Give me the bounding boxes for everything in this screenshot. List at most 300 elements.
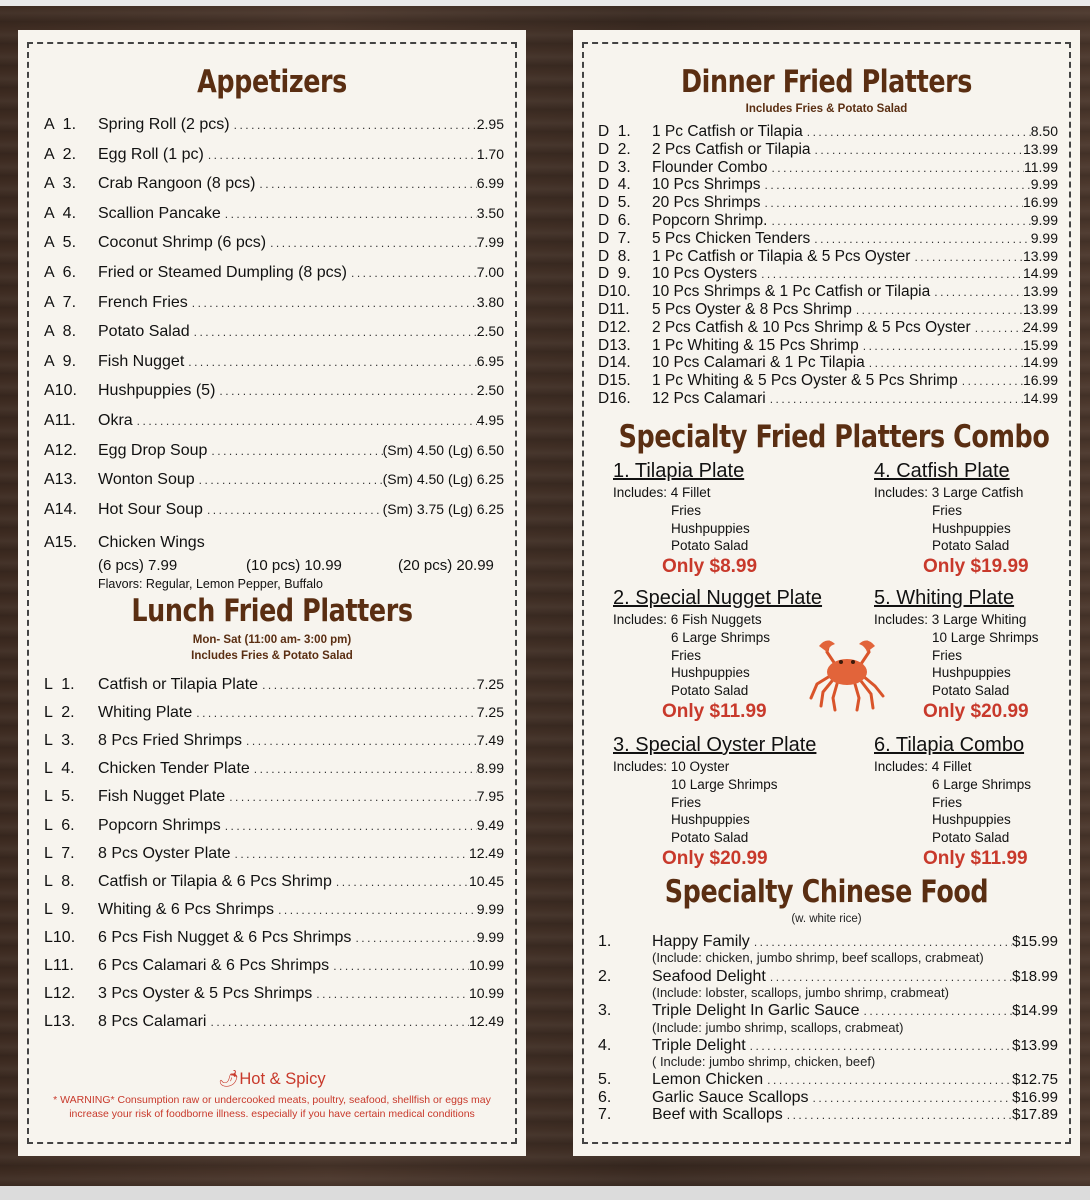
- leader-dots: [910, 250, 1023, 264]
- warning-line-1: * WARNING* Consumption raw or undercooked meats, poultry, seafood, shellfish or eggs may: [53, 1094, 491, 1106]
- leader-dots: [192, 706, 476, 720]
- leader-dots: [865, 356, 1023, 370]
- chinese-heading: Specialty Chinese Food: [664, 874, 989, 910]
- item-price: 7.99: [476, 234, 504, 251]
- leader-dots: [133, 414, 477, 428]
- leader-dots: [767, 161, 1024, 175]
- plate-title: 4. Catfish Plate: [874, 460, 1010, 482]
- leader-dots: [803, 125, 1031, 139]
- item-code: A 4.: [44, 204, 77, 222]
- item-name: Happy Family: [652, 933, 750, 950]
- item-code: A 9.: [44, 352, 77, 370]
- crab-icon: [805, 634, 891, 714]
- item-price: 8.50: [1030, 123, 1058, 139]
- item-name: Okra: [98, 412, 133, 429]
- item-code: L 7.: [44, 844, 75, 862]
- item-description: (Include: lobster, scallops, jumbo shrimp, crabmeat): [652, 984, 949, 1000]
- leader-dots: [190, 325, 477, 339]
- chinese-item: [598, 1002, 1058, 1020]
- appetizer-item: [44, 234, 504, 252]
- lunch-item: [44, 957, 504, 975]
- plate-include-line: Potato Salad: [671, 538, 749, 554]
- item-price: 7.25: [476, 704, 504, 721]
- leader-dots: [351, 931, 476, 945]
- item-name: 10 Pcs Shrimps: [652, 176, 761, 194]
- item-name: 5 Pcs Chicken Tenders: [652, 229, 811, 247]
- item-code: D 4.: [598, 176, 631, 194]
- top-band: [0, 0, 1090, 6]
- warning-line-2: increase your risk of foodborne illness. especially if you have certain medical conditions: [69, 1108, 475, 1120]
- item-code: D 8.: [598, 247, 631, 265]
- item-price: 11.99: [1024, 158, 1058, 175]
- item-code: A 5.: [44, 234, 77, 252]
- item-price: 10.99: [468, 957, 504, 973]
- item-price: $14.99: [1012, 1002, 1058, 1020]
- leader-dots: [766, 392, 1023, 406]
- appetizer-item: [44, 442, 504, 460]
- leader-dots: [859, 339, 1023, 353]
- dinner-item: [598, 123, 1058, 141]
- item-code: A 6.: [44, 264, 77, 281]
- dinner-item: [598, 194, 1058, 212]
- item-code: A 2.: [44, 145, 77, 163]
- leader-dots: [221, 207, 477, 221]
- item-price: 7.25: [476, 676, 504, 692]
- item-name: Scallion Pancake: [98, 204, 221, 222]
- item-price: (Sm) 3.75 (Lg) 6.25: [382, 500, 504, 517]
- item-name: 10 Pcs Oysters: [652, 265, 758, 283]
- item-name: Whiting & 6 Pcs Shrimps: [98, 900, 275, 918]
- lunch-item: [44, 817, 504, 835]
- item-code: L 4.: [44, 760, 75, 778]
- item-name: Coconut Shrimp (6 pcs): [98, 234, 267, 252]
- item-price: 9.99: [1030, 229, 1058, 246]
- item-name: Lemon Chicken: [652, 1071, 764, 1089]
- chinese-item: [598, 1037, 1058, 1055]
- item-code: D 3.: [598, 158, 631, 176]
- plate-title: 5. Whiting Plate: [874, 587, 1015, 609]
- item-name: 20 Pcs Shrimps: [652, 194, 761, 212]
- leader-dots: [204, 148, 477, 162]
- plate-include-line: Hushpuppies: [671, 520, 750, 536]
- item-price: 7.95: [476, 788, 504, 805]
- chicken-wings-item: [44, 534, 504, 552]
- appetizer-item: [44, 205, 504, 223]
- item-name: Triple Delight: [652, 1036, 746, 1054]
- lunch-item: [44, 845, 504, 863]
- item-price: 10.45: [468, 872, 504, 889]
- plate-include-line: Hushpuppies: [932, 520, 1011, 536]
- item-price: 9.49: [476, 816, 504, 833]
- item-name: Fried or Steamed Dumpling (8 pcs): [98, 264, 347, 281]
- appetizer-item: [44, 323, 504, 341]
- item-price: 24.99: [1022, 318, 1058, 335]
- item-name: Hot Sour Soup: [98, 500, 203, 518]
- appetizer-item: [44, 382, 504, 400]
- leader-dots: [783, 1108, 1012, 1122]
- chinese-sub: (w. white rice): [791, 913, 862, 925]
- item-name: Hushpuppies (5): [98, 382, 216, 400]
- item-name: Popcorn Shrimps: [98, 816, 221, 834]
- plate-include-line: Potato Salad: [932, 538, 1010, 554]
- plate-price: Only $20.99: [662, 848, 768, 869]
- dinner-item: [598, 301, 1058, 319]
- lunch-item: [44, 732, 504, 750]
- plate-include-line: Fries: [671, 647, 701, 663]
- item-price: 16.99: [1022, 194, 1058, 211]
- item-price: 2.95: [476, 116, 504, 132]
- item-code: A 7.: [44, 293, 77, 311]
- dinner-item: [598, 372, 1058, 390]
- lunch-item: [44, 704, 504, 722]
- chicken-wings-prices: [98, 557, 504, 574]
- item-price: 14.99: [1022, 354, 1058, 371]
- plate-include-line: Hushpuppies: [932, 812, 1011, 828]
- plate-include-line: Potato Salad: [671, 830, 749, 846]
- item-price: $13.99: [1012, 1036, 1058, 1054]
- item-price: 9.99: [476, 928, 504, 945]
- item-code: A 1.: [44, 116, 77, 133]
- item-name: 1 Pc Catfish or Tilapia: [652, 123, 803, 140]
- item-code: A14.: [44, 500, 77, 518]
- dinner-item: [598, 319, 1058, 337]
- leader-dots: [258, 678, 477, 692]
- item-name: 1 Pc Whiting & 5 Pcs Oyster & 5 Pcs Shrimp: [652, 372, 958, 390]
- plate-include-line: Fries: [932, 794, 962, 810]
- leader-dots: [809, 1091, 1013, 1105]
- item-price: $17.89: [1012, 1106, 1058, 1123]
- item-price: 12.49: [468, 1013, 504, 1030]
- item-code: L12.: [44, 985, 76, 1003]
- plate-include-line: Includes: 4 Fillet: [874, 759, 972, 774]
- dinner-item: [598, 248, 1058, 266]
- leader-dots: [757, 267, 1023, 281]
- specialty-platters-heading: Specialty Fried Platters Combo: [618, 419, 1050, 455]
- appetizer-item: [44, 146, 504, 164]
- hot-spicy-label: Hot & Spicy: [239, 1070, 326, 1088]
- leader-dots: [810, 232, 1031, 246]
- plate-price: Only $11.99: [923, 848, 1028, 869]
- leader-dots: [230, 118, 477, 132]
- item-code: A13.: [44, 471, 77, 489]
- item-name: 6 Pcs Calamari & 6 Pcs Shrimps: [98, 957, 330, 974]
- item-code: L 6.: [44, 816, 75, 834]
- item-code: D10.: [598, 283, 631, 301]
- leader-dots: [746, 1039, 1012, 1053]
- item-description: (Include: chicken, jumbo shrimp, beef scallops, crabmeat): [652, 950, 984, 966]
- item-price: 7.00: [476, 264, 504, 280]
- leader-dots: [215, 384, 476, 398]
- leader-dots: [329, 959, 469, 973]
- lunch-item: [44, 788, 504, 806]
- appetizer-item: [44, 116, 504, 134]
- chinese-item: [598, 933, 1058, 951]
- item-code: D 6.: [598, 212, 631, 229]
- leader-dots: [206, 1015, 468, 1029]
- item-price: $12.75: [1012, 1071, 1058, 1089]
- item-name: 8 Pcs Calamari: [98, 1013, 207, 1031]
- item-name: 2 Pcs Catfish or Tilapia: [652, 140, 811, 158]
- item-name: Catfish or Tilapia Plate: [98, 676, 259, 693]
- dinner-item: [598, 212, 1058, 230]
- item-name: French Fries: [98, 293, 188, 311]
- plate-include-line: Includes: 3 Large Catfish: [874, 485, 1024, 500]
- dinner-item: [598, 159, 1058, 177]
- item-description: (Include: jumbo shrimp, scallops, crabmeat): [652, 1019, 904, 1035]
- item-price: 12.49: [468, 844, 504, 861]
- item-name: 10 Pcs Shrimps & 1 Pc Catfish or Tilapia: [652, 283, 931, 301]
- lunch-item: [44, 1013, 504, 1031]
- item-name: Potato Salad: [98, 323, 190, 341]
- item-code: 5.: [598, 1071, 612, 1089]
- leader-dots: [203, 503, 383, 517]
- item-price: $15.99: [1012, 933, 1058, 950]
- appetizer-item: [44, 471, 504, 489]
- hot-spicy-legend: [18, 1070, 526, 1089]
- item-price: 2.50: [476, 323, 504, 340]
- item-code: 6.: [598, 1088, 612, 1106]
- plate-price: Only $19.99: [923, 556, 1029, 578]
- leader-dots: [761, 178, 1031, 192]
- plate-include-line: Fries: [932, 502, 962, 518]
- plate-include-line: Fries: [671, 794, 701, 810]
- leader-dots: [312, 987, 469, 1001]
- right-menu-panel: [573, 30, 1080, 1156]
- leader-dots: [255, 177, 476, 191]
- appetizer-item: [44, 264, 504, 282]
- leader-dots: [811, 143, 1023, 157]
- wings-20-price: (20 pcs) 20.99: [398, 557, 494, 574]
- item-price: 14.99: [1022, 390, 1058, 406]
- leader-dots: [852, 303, 1023, 317]
- leader-dots: [971, 321, 1023, 335]
- plate-include-line: Includes: 4 Fillet: [613, 485, 711, 500]
- plate-price: Only $8.99: [662, 556, 758, 578]
- plate-include-line: Hushpuppies: [671, 665, 750, 681]
- item-code: D15.: [598, 372, 631, 390]
- item-price: 13.99: [1022, 247, 1058, 264]
- dinner-item: [598, 390, 1058, 408]
- chinese-item: [598, 1106, 1058, 1124]
- wings-10-price: (10 pcs) 10.99: [246, 557, 342, 574]
- item-price: 10.99: [468, 985, 504, 1002]
- chili-icon: 🌶: [218, 1070, 240, 1088]
- item-code: L 1.: [44, 676, 75, 693]
- item-price: 13.99: [1022, 301, 1058, 317]
- appetizer-item: [44, 175, 504, 193]
- item-name: 5 Pcs Oyster & 8 Pcs Shrimp: [652, 301, 852, 318]
- item-code: D11.: [598, 301, 630, 318]
- item-name: Seafood Delight: [652, 967, 766, 985]
- item-code: 7.: [598, 1106, 612, 1123]
- plate-include-line: Potato Salad: [932, 830, 1010, 846]
- item-name: 8 Pcs Fried Shrimps: [98, 732, 243, 750]
- dinner-heading: Dinner Fried Platters: [680, 64, 972, 100]
- item-price: 9.99: [476, 900, 504, 917]
- leader-dots: [231, 847, 469, 861]
- wings-flavors: Flavors: Regular, Lemon Pepper, Buffalo: [98, 577, 323, 591]
- dinner-item: [598, 141, 1058, 159]
- item-price: 7.49: [476, 732, 504, 749]
- item-description: ( Include: jumbo shrimp, chicken, beef): [652, 1054, 876, 1070]
- lunch-item: [44, 760, 504, 778]
- item-name: Triple Delight In Garlic Sauce: [652, 1002, 860, 1020]
- leader-dots: [750, 935, 1012, 949]
- item-code: 3.: [598, 1002, 612, 1020]
- item-code: D16.: [598, 390, 631, 407]
- leader-dots: [221, 819, 477, 833]
- item-price: $16.99: [1012, 1088, 1058, 1106]
- item-name: Egg Roll (1 pc): [98, 145, 204, 163]
- plate-include-line: Potato Salad: [671, 683, 749, 699]
- chinese-item: [598, 1071, 1058, 1089]
- lunch-item: [44, 929, 504, 947]
- item-name: Whiting Plate: [98, 704, 193, 722]
- dinner-item: [598, 337, 1058, 355]
- item-code: D 2.: [598, 140, 631, 158]
- plate-include-line: 10 Large Shrimps: [671, 776, 778, 792]
- lunch-includes: Includes Fries & Potato Salad: [191, 650, 353, 662]
- item-name: Beef with Scallops: [652, 1106, 783, 1123]
- wings-6-price: (6 pcs) 7.99: [98, 557, 178, 574]
- plate-include-line: 10 Large Shrimps: [932, 629, 1039, 645]
- leader-dots: [184, 355, 476, 369]
- plate-include-line: Hushpuppies: [671, 812, 750, 828]
- plate-price: Only $11.99: [662, 701, 767, 722]
- plate-title: 2. Special Nugget Plate: [613, 587, 823, 609]
- dinner-item: [598, 354, 1058, 372]
- item-code: D 5.: [598, 194, 631, 212]
- item-name: Chicken Tender Plate: [98, 760, 250, 778]
- plate-include-line: Potato Salad: [932, 683, 1010, 699]
- item-name: Wonton Soup: [98, 471, 195, 489]
- item-price: 3.50: [476, 204, 504, 221]
- lunch-item: [44, 901, 504, 919]
- item-price: 13.99: [1022, 283, 1058, 300]
- item-name: Spring Roll (2 pcs): [98, 116, 230, 133]
- item-code: A15.: [44, 534, 77, 551]
- leader-dots: [763, 1073, 1012, 1087]
- item-code: D13.: [598, 336, 631, 354]
- appetizer-item: [44, 353, 504, 371]
- dinner-item: [598, 265, 1058, 283]
- item-code: D 9.: [598, 265, 631, 283]
- item-name: 1 Pc Catfish or Tilapia & 5 Pcs Oyster: [652, 247, 911, 265]
- item-price: 9.99: [1030, 212, 1058, 228]
- chinese-item: [598, 968, 1058, 986]
- item-code: L 5.: [44, 788, 75, 806]
- item-code: L 9.: [44, 900, 75, 918]
- lunch-hours: Mon- Sat (11:00 am- 3:00 pm): [192, 634, 352, 646]
- plate-include-line: Fries: [671, 502, 701, 518]
- leader-dots: [767, 214, 1030, 228]
- item-price: $18.99: [1012, 967, 1058, 985]
- left-menu-panel: [18, 30, 526, 1156]
- item-name: 2 Pcs Catfish & 10 Pcs Shrimp & 5 Pcs Oyster: [652, 318, 971, 336]
- leader-dots: [266, 236, 477, 250]
- item-code: D12.: [598, 318, 631, 336]
- appetizer-item: [44, 501, 504, 519]
- item-code: L 2.: [44, 704, 75, 722]
- leader-dots: [250, 762, 477, 776]
- leader-dots: [242, 734, 477, 748]
- lunch-item: [44, 873, 504, 891]
- item-code: 4.: [598, 1036, 612, 1054]
- item-price: 15.99: [1022, 336, 1058, 353]
- item-price: 6.99: [476, 175, 504, 192]
- item-price: 13.99: [1022, 140, 1058, 157]
- item-code: D 1.: [598, 123, 631, 140]
- item-code: D14.: [598, 354, 631, 372]
- item-name: 6 Pcs Fish Nugget & 6 Pcs Shrimps: [98, 928, 352, 946]
- lunch-item: [44, 985, 504, 1003]
- item-name: Crab Rangoon (8 pcs): [98, 175, 256, 193]
- item-name: 3 Pcs Oyster & 5 Pcs Shrimps: [98, 985, 313, 1003]
- item-price: (Sm) 4.50 (Lg) 6.50: [382, 441, 504, 458]
- item-name: Chicken Wings: [98, 534, 205, 551]
- dinner-item: [598, 283, 1058, 301]
- leader-dots: [860, 1004, 1013, 1018]
- item-price: 16.99: [1022, 372, 1058, 389]
- plate-include-line: Fries: [932, 647, 962, 663]
- item-name: Catfish or Tilapia & 6 Pcs Shrimp: [98, 872, 332, 890]
- leader-dots: [195, 473, 383, 487]
- leader-dots: [332, 875, 469, 889]
- item-name: Garlic Sauce Scallops: [652, 1088, 809, 1106]
- appetizer-item: [44, 294, 504, 312]
- item-code: D 7.: [598, 229, 631, 247]
- plate-title: 1. Tilapia Plate: [613, 460, 745, 482]
- leader-dots: [274, 903, 477, 917]
- bottom-band: [0, 1186, 1090, 1200]
- lunch-item: [44, 676, 504, 694]
- lunch-heading: Lunch Fried Platters: [131, 593, 413, 629]
- item-code: A10.: [44, 382, 77, 400]
- item-name: 8 Pcs Oyster Plate: [98, 844, 231, 862]
- plate-include-line: Includes: 6 Fish Nuggets: [613, 612, 762, 627]
- item-code: A12.: [44, 441, 77, 459]
- item-name: 1 Pc Whiting & 15 Pcs Shrimp: [652, 336, 859, 354]
- item-price: 4.95: [476, 412, 504, 428]
- plate-include-line: Includes: 10 Oyster: [613, 759, 730, 774]
- item-price: 9.99: [1030, 176, 1058, 193]
- leader-dots: [766, 970, 1012, 984]
- item-price: 3.80: [476, 293, 504, 310]
- item-code: A 3.: [44, 175, 77, 193]
- item-name: Fish Nugget: [98, 352, 185, 370]
- plate-title: 3. Special Oyster Plate: [613, 734, 817, 756]
- item-price: (Sm) 4.50 (Lg) 6.25: [382, 471, 504, 488]
- item-name: Egg Drop Soup: [98, 441, 208, 459]
- appetizers-heading: Appetizers: [197, 64, 347, 100]
- dinner-item: [598, 230, 1058, 248]
- item-code: L 3.: [44, 732, 75, 750]
- plate-title: 6. Tilapia Combo: [874, 734, 1025, 756]
- item-price: 8.99: [476, 760, 504, 777]
- plate-include-line: Hushpuppies: [932, 665, 1011, 681]
- leader-dots: [207, 444, 382, 458]
- leader-dots: [761, 196, 1023, 210]
- item-code: A 8.: [44, 323, 77, 341]
- plate-include-line: 6 Large Shrimps: [671, 629, 771, 645]
- item-code: 2.: [598, 967, 612, 985]
- item-code: L13.: [44, 1013, 76, 1031]
- item-name: 12 Pcs Calamari: [652, 390, 766, 407]
- item-code: A11.: [44, 412, 76, 429]
- leader-dots: [225, 790, 477, 804]
- plate-include-line: 6 Large Shrimps: [932, 776, 1032, 792]
- leader-dots: [930, 285, 1023, 299]
